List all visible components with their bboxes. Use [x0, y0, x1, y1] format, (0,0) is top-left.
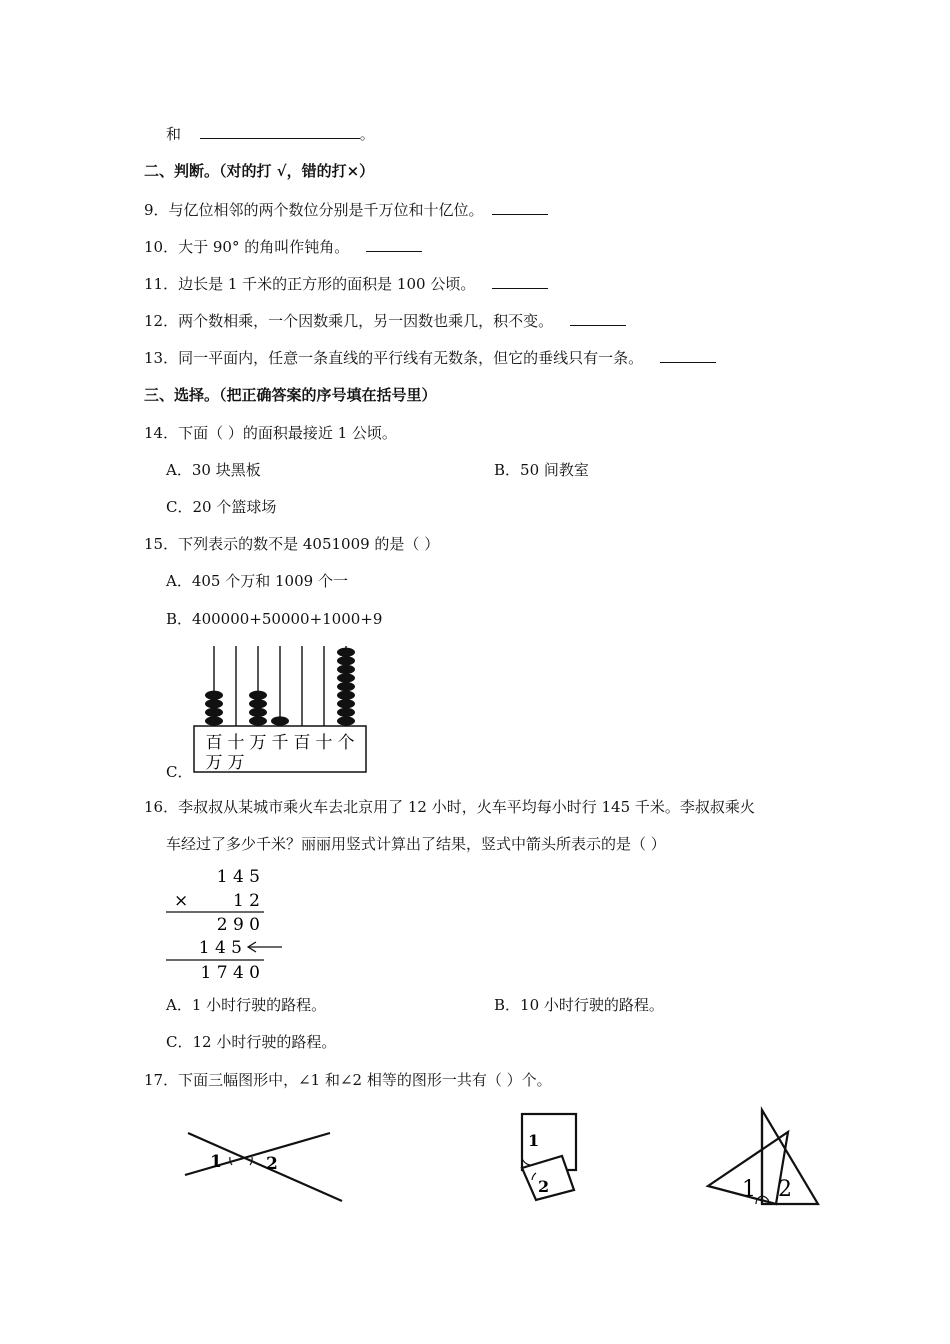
abacus-place-label: 千 — [271, 733, 289, 753]
abacus-bead — [337, 682, 355, 691]
q16-option-a[interactable]: A．1 小时行驶的路程。 — [166, 996, 327, 1014]
abacus-rods — [214, 646, 346, 726]
abacus-bead — [337, 673, 355, 682]
calc-row3: 2 9 0 — [216, 915, 260, 935]
abacus-bead — [205, 716, 223, 725]
fig3-angle2-label: 2 — [778, 1177, 792, 1202]
abacus-figure — [190, 644, 370, 776]
q16-stem-line2: 车经过了多少千米？丽丽用竖式计算出了结果，竖式中箭头所表示的是（ ） — [166, 835, 666, 853]
abacus-bead — [249, 699, 267, 708]
abacus-bead — [337, 708, 355, 717]
q15-option-c[interactable]: C． — [166, 763, 193, 781]
abacus-bead — [337, 665, 355, 674]
abacus-bead — [337, 648, 355, 657]
abacus-bead — [337, 716, 355, 725]
q12-text: 12．两个数相乘，一个因数乘几，另一因数也乘几，积不变。 — [144, 312, 554, 330]
q16-stem-line1: 16．李叔叔从某城市乘火车去北京用了 12 小时，火车平均每小时行 145 千米。李叔叔乘火 — [144, 798, 755, 816]
abacus-bead — [249, 716, 267, 725]
abacus-place-label: 百 — [205, 733, 223, 753]
calc-row1: 1 4 5 — [216, 867, 260, 887]
fig1-angle1-label: 1 — [210, 1152, 222, 1172]
fig1-angle2-label: 2 — [266, 1154, 278, 1174]
q9 — [144, 200, 548, 220]
fig2-angle2-label: 2 — [538, 1177, 550, 1196]
q17-stem: 17．下面三幅图形中，∠1 和∠2 相等的图形一共有（ ）个。 — [144, 1071, 552, 1089]
abacus-bead — [205, 708, 223, 717]
q9-text: 9．与亿位相邻的两个数位分别是千万位和十亿位。 — [144, 201, 484, 219]
figure-triangles — [704, 1106, 824, 1210]
q13 — [144, 348, 716, 368]
figure-crossing-lines — [180, 1125, 350, 1207]
q14-option-a[interactable]: A．30 块黑板 — [166, 461, 261, 479]
fig2-angle1-label: 1 — [528, 1131, 540, 1150]
q15-stem: 15．下列表示的数不是 4051009 的是（ ） — [144, 535, 440, 553]
calc-row5: 1 7 4 0 — [200, 963, 260, 983]
figure-overlapping-squares — [512, 1110, 584, 1202]
q14-stem: 14．下面（ ）的面积最接近 1 公顷。 — [144, 424, 397, 442]
abacus-place-label: 十 — [227, 733, 245, 753]
abacus-place-label: 十 — [315, 733, 333, 753]
q13-answer-blank[interactable] — [660, 348, 716, 363]
fig3-angle1-label: 1 — [742, 1177, 756, 1202]
q14-option-b[interactable]: B．50 间教室 — [494, 461, 589, 479]
abacus-bead — [337, 699, 355, 708]
q9-answer-blank[interactable] — [492, 200, 548, 215]
q8-tail — [166, 124, 375, 144]
calc-arrow — [248, 942, 282, 952]
q11 — [144, 274, 548, 294]
q11-text: 11．边长是 1 千米的正方形的面积是 100 公顷。 — [144, 275, 476, 293]
abacus-bead — [249, 708, 267, 717]
q12 — [144, 311, 626, 331]
q14-option-c[interactable]: C．20 个篮球场 — [166, 498, 277, 516]
calc-row4: 1 4 5 — [198, 938, 242, 958]
q15-option-a[interactable]: A．405 个万和 1009 个一 — [166, 572, 348, 590]
abacus-bead — [337, 691, 355, 700]
abacus-bead — [249, 691, 267, 700]
section2-title: 二、判断。（对的打 √，错的打×） — [144, 162, 375, 180]
abacus-place-label-second-line: 万 — [205, 753, 223, 773]
abacus-place-label: 百 — [293, 733, 311, 753]
calc-times-sign: × — [174, 891, 189, 911]
q13-text: 13．同一平面内，任意一条直线的平行线有无数条，但它的垂线只有一条。 — [144, 349, 644, 367]
q11-answer-blank[interactable] — [492, 274, 548, 289]
q10-text: 10．大于 90° 的角叫作钝角。 — [144, 238, 350, 256]
section3-title: 三、选择。（把正确答案的序号填在括号里） — [144, 386, 437, 404]
vertical-multiplication — [160, 864, 290, 984]
abacus-bead — [271, 716, 289, 725]
abacus-place-label: 个 — [337, 733, 355, 753]
abacus-place-label: 万 — [249, 733, 267, 753]
calc-row2: 1 2 — [232, 891, 260, 911]
q16-option-b[interactable]: B．10 小时行驶的路程。 — [494, 996, 664, 1014]
q10-answer-blank[interactable] — [366, 237, 422, 252]
q8-answer-blank[interactable] — [200, 124, 360, 139]
abacus-bead — [205, 691, 223, 700]
abacus-place-label-second-line: 万 — [227, 753, 245, 773]
abacus-bead — [205, 699, 223, 708]
q8-prefix: 和 — [166, 125, 182, 143]
q16-option-c[interactable]: C．12 小时行驶的路程。 — [166, 1033, 337, 1051]
abacus-bead — [337, 656, 355, 665]
q15-option-b[interactable]: B．400000+50000+1000+9 — [166, 610, 383, 628]
q12-answer-blank[interactable] — [570, 311, 626, 326]
q8-suffix: 。 — [359, 125, 375, 143]
q10 — [144, 237, 422, 257]
